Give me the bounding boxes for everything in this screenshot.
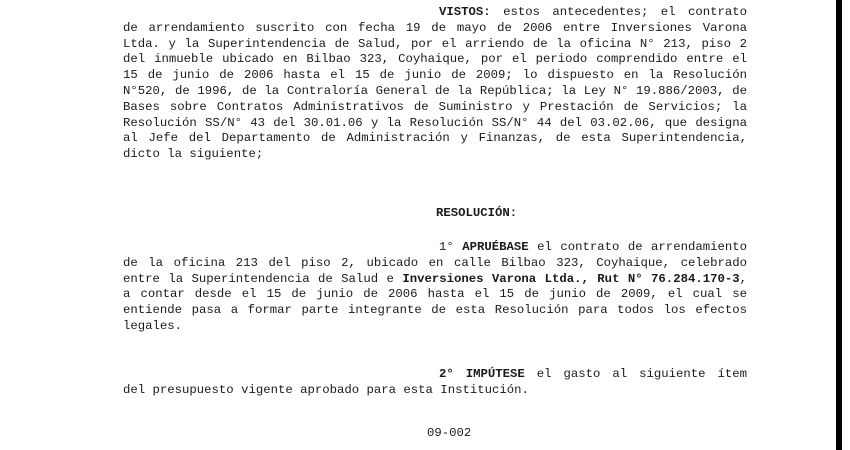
vistos-label: VISTOS: [439, 5, 491, 19]
resolution-heading: RESOLUCIÓN: [436, 206, 518, 220]
article-1-paragraph [123, 240, 747, 335]
article-1-text-a: el contrato de arrendamiento de la oficina 213 del piso 2, ubicado en calle Bilbao 323, Coyhaique, celebrado entre la Superintendencia de Salud e [123, 240, 747, 286]
article-2-number: 2° [439, 367, 454, 381]
budget-code: 09-002 [427, 426, 472, 440]
vistos-paragraph [123, 5, 747, 163]
article-2-text: el gasto al siguiente ítem del presupuesto vigente aprobado para esta Institución. [123, 367, 747, 397]
article-1-number: 1° [439, 240, 454, 254]
article-1-verb: APRUÉBASE [462, 240, 529, 254]
vistos-text: estos antecedentes; el contrato de arrendamiento suscrito con fecha 19 de mayo de 2006 entre Inversiones Varona Ltda. y la Superintendencia de Salud, por el arriendo de la oficina N° 213, piso 2 del inmueble ubicado en Bilbao 323, Coyhaique, por el periodo comprendido entre el 15 de junio de 2006 hasta el 15 de junio de 2009; lo dispuesto en la Resolución N°520, de 1996, de la Contraloría General de la República; la Ley N° 19.886/2003, de Bases sobre Contratos Administrativos de Suministro y Prestación de Servicios; la Resolución SS/N° 43 del 30.01.06 y la Resolución SS/N° 44 del 03.02.06, que designa al Jefe del Departamento de Administración y Finanzas, de esta Superintendencia, dicto la siguiente; [123, 5, 747, 162]
article-2-verb: IMPÚTESE [465, 367, 525, 381]
article-1-text-b: , a contar desde el 15 de junio de 2006 hasta el 15 de junio de 2009, el cual se entiende pasa a formar parte integrante de esta Resolución para todos los efectos legales. [123, 271, 747, 333]
page-edge-border [836, 0, 842, 450]
article-2-paragraph [123, 367, 747, 399]
article-1-party: Inversiones Varona Ltda., Rut N° 76.284.170-3 [402, 271, 740, 286]
